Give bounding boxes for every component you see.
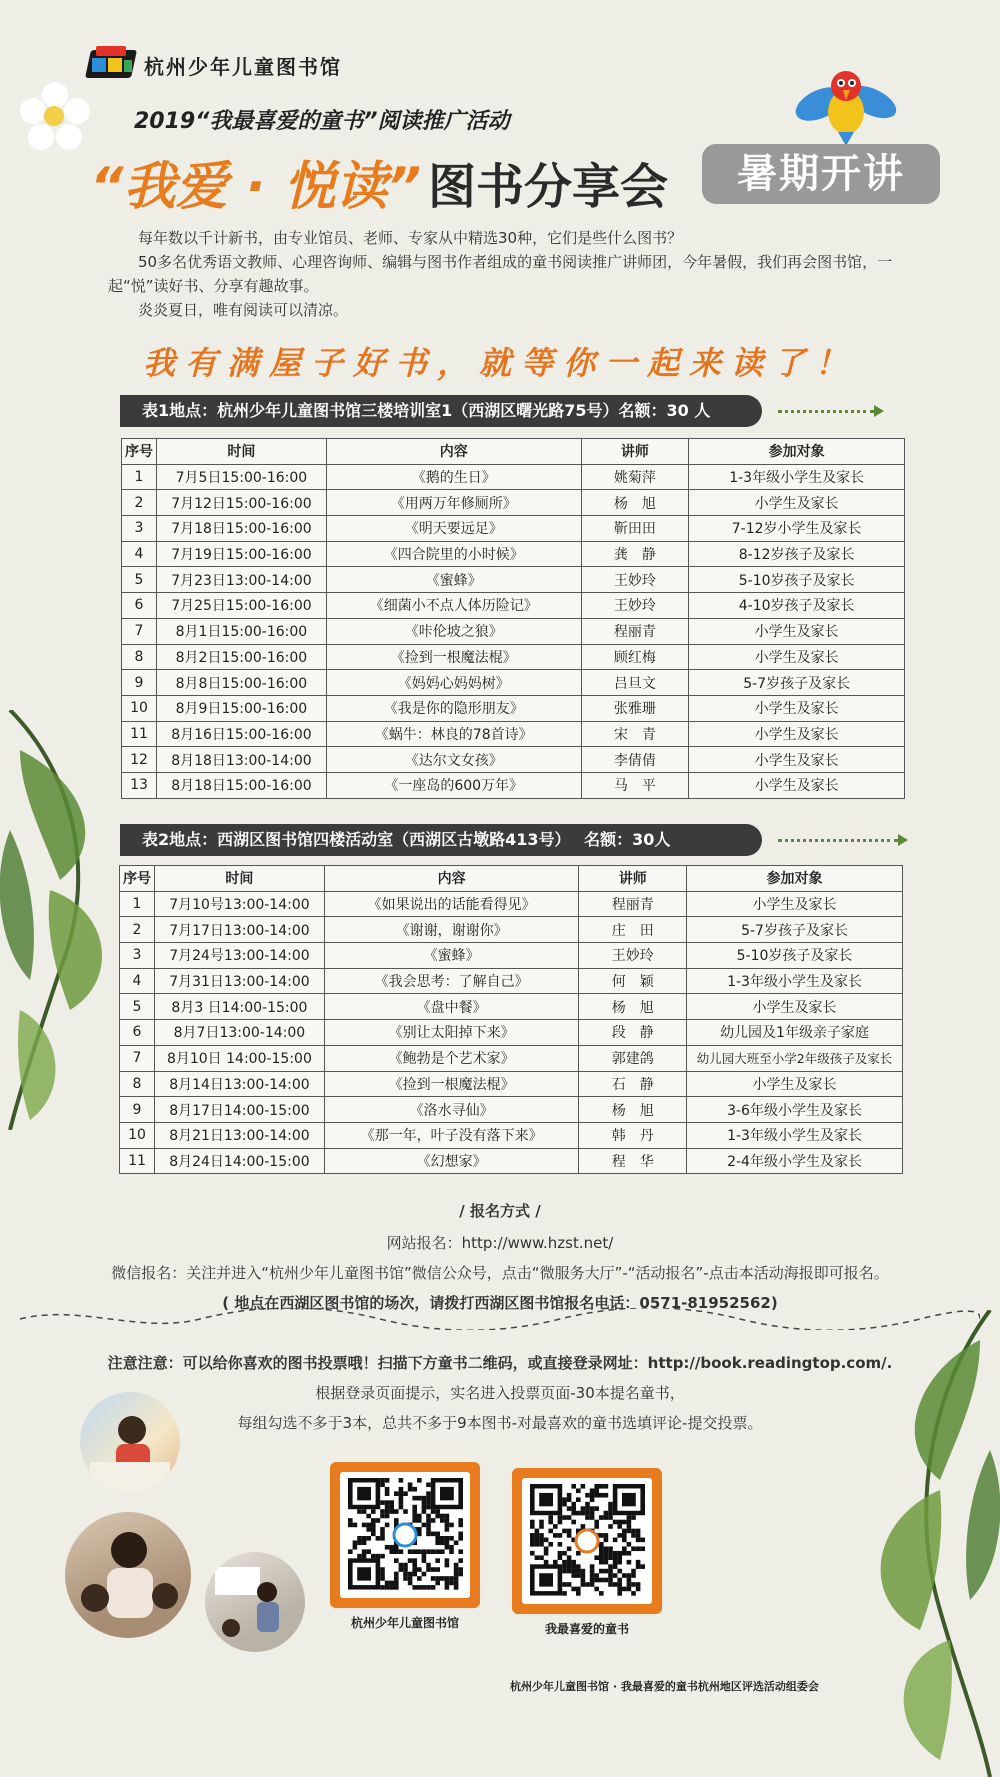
table-cell: 幼儿园大班至小学2年级孩子及家长 xyxy=(687,1045,903,1071)
table1-banner: 表1地点：杭州少年儿童图书馆三楼培训室1（西湖区曙光路75号）名额：30 人 xyxy=(120,395,762,427)
table-row xyxy=(120,891,903,917)
table-cell: 《鹅的生日》 xyxy=(326,464,581,490)
table-row xyxy=(120,994,903,1020)
table-cell: 靳田田 xyxy=(581,516,689,542)
table-row xyxy=(120,1045,903,1071)
table-cell: 《幻想家》 xyxy=(324,1148,579,1174)
table-row xyxy=(122,593,905,619)
table-cell: 郭建鸽 xyxy=(579,1045,687,1071)
table-cell: 小学生及家长 xyxy=(689,695,905,721)
table-cell: 8月10日 14:00-15:00 xyxy=(154,1045,324,1071)
table-cell: 5-7岁孩子及家长 xyxy=(689,670,905,696)
table-cell: 李倩倩 xyxy=(581,747,689,773)
table-cell: 1-3年级小学生及家长 xyxy=(687,1122,903,1148)
table-row xyxy=(122,695,905,721)
table-row xyxy=(120,1071,903,1097)
table-header-cell: 序号 xyxy=(120,866,155,892)
table-cell: 段 静 xyxy=(579,1020,687,1046)
table-row xyxy=(120,917,903,943)
table-cell: 小学生及家长 xyxy=(689,644,905,670)
table-cell: 《细菌小不点人体历险记》 xyxy=(326,593,581,619)
qr-code-library[interactable] xyxy=(330,1462,480,1608)
table-cell: 8月24日14:00-15:00 xyxy=(154,1148,324,1174)
summer-badge: 暑期开讲 xyxy=(702,144,940,204)
parrot-icon xyxy=(790,62,900,147)
table-cell: 7 xyxy=(122,618,157,644)
table-cell: 13 xyxy=(122,772,157,798)
table-cell: 4 xyxy=(120,968,155,994)
photo-classroom xyxy=(205,1552,305,1652)
table-cell: 顾红梅 xyxy=(581,644,689,670)
arrow-right-icon xyxy=(874,405,884,417)
table-cell: 幼儿园及1年级亲子家庭 xyxy=(687,1020,903,1046)
table-cell: 《妈妈心妈妈树》 xyxy=(326,670,581,696)
table-cell: 3 xyxy=(122,516,157,542)
table-cell: 庄 田 xyxy=(579,917,687,943)
table-cell: 5-10岁孩子及家长 xyxy=(687,943,903,969)
table-cell: 8 xyxy=(120,1071,155,1097)
table-cell: 《蜜蜂》 xyxy=(326,567,581,593)
table-cell: 8月3 日14:00-15:00 xyxy=(154,994,324,1020)
schedule-table-2 xyxy=(119,865,903,1174)
table-cell: 杨 旭 xyxy=(579,994,687,1020)
arrow-dots xyxy=(778,410,874,418)
leaf-decoration-left xyxy=(0,710,130,1130)
table-cell: 1 xyxy=(122,464,157,490)
flower-icon xyxy=(20,82,90,152)
table-cell: 杨 旭 xyxy=(579,1097,687,1123)
notice-line-3: 每组勾选不多于3本，总共不多于9本图书-对最喜欢的童书选填评论-提交投票。 xyxy=(237,1414,763,1432)
table-row xyxy=(120,1148,903,1174)
library-logo xyxy=(88,46,342,84)
notice-line-1: 注意注意：可以给你喜欢的图书投票哦！扫描下方童书二维码，或直接登录网址：http://book.readingtop.com/. xyxy=(107,1354,893,1372)
table-cell: 王妙玲 xyxy=(581,593,689,619)
table-cell: 3 xyxy=(120,943,155,969)
table-cell: 7 xyxy=(120,1045,155,1071)
arrow-right-icon xyxy=(898,834,908,846)
table-row xyxy=(122,670,905,696)
table-cell: 6 xyxy=(122,593,157,619)
table-cell: 4-10岁孩子及家长 xyxy=(689,593,905,619)
table-cell: 1-3年级小学生及家长 xyxy=(687,968,903,994)
table-row xyxy=(122,721,905,747)
table-cell: 《一座岛的600万年》 xyxy=(326,772,581,798)
table-cell: 《蜗牛：林良的78首诗》 xyxy=(326,721,581,747)
schedule-table-1 xyxy=(121,438,905,799)
registration-wechat: 微信报名：关注并进入“杭州少年儿童图书馆”微信公众号，点击“微服务大厅”-“活动报名”-点击本活动海报即可报名。 xyxy=(111,1264,889,1282)
table-row xyxy=(122,772,905,798)
table-cell: 石 静 xyxy=(579,1071,687,1097)
table-cell: 7月25日15:00-16:00 xyxy=(156,593,326,619)
registration-title: / 报名方式 / xyxy=(459,1202,541,1220)
table-cell: 杨 旭 xyxy=(581,490,689,516)
table-cell: 《咔伦坡之狼》 xyxy=(326,618,581,644)
intro-text xyxy=(108,226,908,322)
table-header-cell: 参加对象 xyxy=(689,439,905,465)
table-header-cell: 讲师 xyxy=(581,439,689,465)
table-row xyxy=(120,968,903,994)
table-cell: 姚菊萍 xyxy=(581,464,689,490)
table-header-cell: 参加对象 xyxy=(687,866,903,892)
table-row xyxy=(122,490,905,516)
table-cell: 7月19日15:00-16:00 xyxy=(156,541,326,567)
wave-divider xyxy=(20,1308,980,1330)
title-main: 图书分享会 xyxy=(428,159,669,215)
table-cell: 8月1日15:00-16:00 xyxy=(156,618,326,644)
table-cell: 韩 丹 xyxy=(579,1122,687,1148)
table-cell: 《蜜蜂》 xyxy=(324,943,579,969)
table-row xyxy=(120,1122,903,1148)
table-row xyxy=(122,516,905,542)
table-cell: 小学生及家长 xyxy=(687,1071,903,1097)
table-cell: 1-3年级小学生及家长 xyxy=(689,464,905,490)
table-cell: 7月23日13:00-14:00 xyxy=(156,567,326,593)
table-cell: 2-4年级小学生及家长 xyxy=(687,1148,903,1174)
library-name: 杭州少年儿童图书馆 xyxy=(144,54,342,79)
table-cell: 《如果说出的话能看得见》 xyxy=(324,891,579,917)
arrow-dots xyxy=(778,839,898,847)
photo-teacher-children xyxy=(65,1512,191,1638)
table-cell: 小学生及家长 xyxy=(689,618,905,644)
table-row xyxy=(122,644,905,670)
table-cell: 5 xyxy=(122,567,157,593)
intro-paragraph: 炎炎夏日，唯有阅读可以清凉。 xyxy=(138,301,349,319)
table-cell: 何 颖 xyxy=(579,968,687,994)
registration-phone: ( 地点在西湖区图书馆的场次，请拨打西湖区图书馆报名电话：0571-81952562) xyxy=(222,1294,778,1312)
table-header-cell: 时间 xyxy=(154,866,324,892)
table-cell: 10 xyxy=(120,1122,155,1148)
table-cell: 4 xyxy=(122,541,157,567)
table-row xyxy=(122,567,905,593)
photo-child-drawing xyxy=(80,1392,180,1492)
table-cell: 程丽青 xyxy=(579,891,687,917)
table-cell: 《捡到一根魔法棍》 xyxy=(326,644,581,670)
table-cell: 7月10号13:00-14:00 xyxy=(154,891,324,917)
table-row xyxy=(122,618,905,644)
table-cell: 《洛水寻仙》 xyxy=(324,1097,579,1123)
table-cell: 《我会思考：了解自己》 xyxy=(324,968,579,994)
library-logo-icon xyxy=(88,46,134,84)
table-cell: 5-7岁孩子及家长 xyxy=(687,917,903,943)
table-cell: 小学生及家长 xyxy=(689,772,905,798)
table-header-cell: 内容 xyxy=(324,866,579,892)
table-cell: 1 xyxy=(120,891,155,917)
qr-caption-books: 我最喜爱的童书 xyxy=(544,1622,629,1636)
table-cell: 9 xyxy=(120,1097,155,1123)
table-cell: 8月7日13:00-14:00 xyxy=(154,1020,324,1046)
table-cell: 龚 静 xyxy=(581,541,689,567)
table-cell: 7-12岁小学生及家长 xyxy=(689,516,905,542)
table-cell: 《谢谢，谢谢你》 xyxy=(324,917,579,943)
table-cell: 8月14日13:00-14:00 xyxy=(154,1071,324,1097)
table-cell: 5-10岁孩子及家长 xyxy=(689,567,905,593)
table-row xyxy=(120,943,903,969)
table-cell: 6 xyxy=(120,1020,155,1046)
table-cell: 8月17日14:00-15:00 xyxy=(154,1097,324,1123)
table-cell: 小学生及家长 xyxy=(689,721,905,747)
table-cell: 宋 青 xyxy=(581,721,689,747)
table-row xyxy=(122,541,905,567)
table-cell: 程 华 xyxy=(579,1148,687,1174)
table-cell: 8月18日13:00-14:00 xyxy=(156,747,326,773)
table-cell: 小学生及家长 xyxy=(687,994,903,1020)
table-cell: 《我是你的隐形朋友》 xyxy=(326,695,581,721)
intro-paragraph: 50多名优秀语文教师、心理咨询师、编辑与图书作者组成的童书阅读推广讲师团，今年暑假，我们再会图书馆，一起“悦”读好书、分享有趣故事。 xyxy=(108,253,893,295)
qr-caption-library: 杭州少年儿童图书馆 xyxy=(350,1616,459,1630)
table-cell: 王妙玲 xyxy=(581,567,689,593)
qr-code-icon xyxy=(340,1472,470,1598)
table-cell: 《盘中餐》 xyxy=(324,994,579,1020)
table-cell: 程丽青 xyxy=(581,618,689,644)
table-cell: 张雅珊 xyxy=(581,695,689,721)
title-highlight: “我爱 · 悦读” xyxy=(90,157,421,217)
qr-code-books[interactable] xyxy=(512,1468,662,1614)
table-cell: 小学生及家长 xyxy=(689,490,905,516)
table-cell: 7月18日15:00-16:00 xyxy=(156,516,326,542)
registration-website: 网站报名：http://www.hzst.net/ xyxy=(386,1234,614,1252)
table-cell: 12 xyxy=(122,747,157,773)
table-cell: 11 xyxy=(120,1148,155,1174)
qr-code-icon xyxy=(522,1478,652,1604)
table-cell: 2 xyxy=(120,917,155,943)
table-cell: 小学生及家长 xyxy=(687,891,903,917)
table-row xyxy=(122,464,905,490)
table-cell: 吕旦文 xyxy=(581,670,689,696)
table-cell: 7月31日13:00-14:00 xyxy=(154,968,324,994)
table-cell: 《别让太阳掉下来》 xyxy=(324,1020,579,1046)
table-cell: 7月17日13:00-14:00 xyxy=(154,917,324,943)
slogan: 我有满屋子好书，就等你一起来读了！ xyxy=(142,344,857,382)
table2-banner: 表2地点：西湖区图书馆四楼活动室（西湖区古墩路413号） 名额：30人 xyxy=(120,824,762,856)
table-cell: 小学生及家长 xyxy=(689,747,905,773)
event-title xyxy=(90,144,970,217)
table-cell: 11 xyxy=(122,721,157,747)
table-cell: 《明天要远足》 xyxy=(326,516,581,542)
table-cell: 马 平 xyxy=(581,772,689,798)
table-cell: 《鲍勃是个艺术家》 xyxy=(324,1045,579,1071)
table-cell: 8月2日15:00-16:00 xyxy=(156,644,326,670)
table-cell: 8月21日13:00-14:00 xyxy=(154,1122,324,1148)
table-cell: 8-12岁孩子及家长 xyxy=(689,541,905,567)
table-cell: 8月16日15:00-16:00 xyxy=(156,721,326,747)
notice-line-2: 根据登录页面提示，实名进入投票页面-30本提名童书， xyxy=(315,1384,685,1402)
event-subtitle: 2019“我最喜爱的童书”阅读推广活动 xyxy=(134,109,510,134)
table-cell: 7月12日15:00-16:00 xyxy=(156,490,326,516)
table-cell: 2 xyxy=(122,490,157,516)
table-cell: 《捡到一根魔法棍》 xyxy=(324,1071,579,1097)
table-cell: 8月18日15:00-16:00 xyxy=(156,772,326,798)
table-cell: 《达尔文女孩》 xyxy=(326,747,581,773)
table-header-cell: 内容 xyxy=(326,439,581,465)
table-cell: 10 xyxy=(122,695,157,721)
table-row xyxy=(120,1097,903,1123)
intro-paragraph: 每年数以千计新书，由专业馆员、老师、专家从中精选30种，它们是些什么图书？ xyxy=(138,229,683,247)
table-header-cell: 讲师 xyxy=(579,866,687,892)
table-header-cell: 序号 xyxy=(122,439,157,465)
table-row xyxy=(120,1020,903,1046)
table-cell: 9 xyxy=(122,670,157,696)
leaf-decoration-right xyxy=(830,1310,1000,1777)
footer-organizer: 杭州少年儿童图书馆 · 我最喜爱的童书杭州地区评选活动组委会 xyxy=(510,1680,819,1693)
table-cell: 7月24号13:00-14:00 xyxy=(154,943,324,969)
table-cell: 7月5日15:00-16:00 xyxy=(156,464,326,490)
table-cell: 《四合院里的小时候》 xyxy=(326,541,581,567)
table-cell: 8月9日15:00-16:00 xyxy=(156,695,326,721)
table-cell: 8月8日15:00-16:00 xyxy=(156,670,326,696)
table-cell: 3-6年级小学生及家长 xyxy=(687,1097,903,1123)
table-cell: 《那一年，叶子没有落下来》 xyxy=(324,1122,579,1148)
table-cell: 王妙玲 xyxy=(579,943,687,969)
table-row xyxy=(122,747,905,773)
table-cell: 《用两万年修厕所》 xyxy=(326,490,581,516)
table-header-cell: 时间 xyxy=(156,439,326,465)
table-cell: 5 xyxy=(120,994,155,1020)
table-cell: 8 xyxy=(122,644,157,670)
